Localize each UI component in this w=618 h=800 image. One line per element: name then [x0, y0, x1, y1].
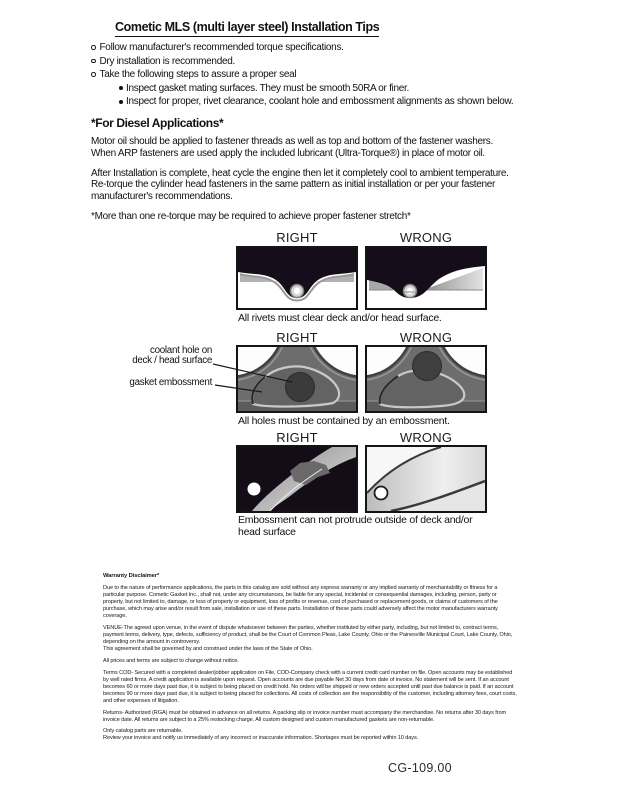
rivet-right-diagram: [236, 246, 358, 310]
diesel-section: [91, 116, 513, 231]
diesel-paragraph: Motor oil should be applied to fastener threads as well as top and bottom of the fastener washers. When ARP fasteners are used apply the included lubricant (Ultra-Torque®) in place of motor oil.: [91, 136, 493, 159]
diesel-paragraph: *More than one re-torque may be required to achieve proper fastener stretch*: [91, 210, 411, 222]
tip-text: Dry installation is recommended.: [99, 55, 235, 67]
wrong-label: WRONG: [399, 430, 453, 445]
warranty-disclaimer: [103, 573, 517, 747]
annotation-leader-lines: [208, 358, 300, 396]
disclaimer-paragraph: Returns- Authorized (RGA) must be obtained in advance on all returns. A packing slip or invoice number must accompany the merchandise. No returns after 30 days from invoice date. All returns are subject to a 25% restocking charge. All custom designed and custom manufactured gaskets are non-returnable.: [103, 709, 507, 723]
rivet-wrong-diagram: [365, 246, 487, 310]
tip-text: Take the following steps to assure a proper seal: [99, 69, 297, 81]
page-number: CG-109.00: [388, 761, 452, 775]
list-item: [91, 55, 531, 69]
disclaimer-paragraph: Only catalog parts are returnable. Review your invoice and notify us immediately of any incorrect or inaccurate information. Shortages must be reported within 10 days.: [103, 728, 419, 742]
dot-bullet-icon: [119, 86, 123, 90]
protrusion-right-illustration: [238, 447, 356, 511]
tip-text: Inspect for proper, rivet clearance, coolant hole and embossment alignments as shown below.: [126, 96, 514, 108]
coolant-hole-annotation: coolant hole on deck / head surface: [132, 345, 212, 367]
rivet-right-illustration: [238, 248, 356, 308]
figure-caption: All rivets must clear deck and/or head surface.: [238, 312, 442, 324]
protrusion-wrong-diagram: [365, 445, 487, 513]
list-item: [91, 68, 531, 82]
circle-bullet-icon: [91, 72, 96, 77]
embossment-wrong-diagram: [365, 345, 487, 413]
protrusion-wrong-illustration: [367, 447, 485, 511]
tip-text: Follow manufacturer's recommended torque specifications.: [99, 42, 344, 53]
figure-caption: All holes must be contained by an embossment.: [238, 415, 450, 427]
list-item: [91, 41, 531, 55]
dot-bullet-icon: [119, 100, 123, 104]
disclaimer-paragraph: Due to the nature of performance applications, the parts in this catalog are sold without any express warranty or any implied warranty of merchantability or fitness for a particular purpose. Cometic Gasket Inc., shall not, under any circumstances, be liable for any special, incidental or consequential damages, including, person, party or property, but not limited to, damage, or loss of property or equipment, loss of profits or revenue, cost of purchased or replacement goods, or claims of customers of the purchase, which may arise and/or result from sale, installation or use of these parts. Installation of these parts could adversely affect the motor manufacturers warranty coverage.: [103, 585, 498, 620]
disclaimer-paragraph: VENUE-The agreed upon venue, in the event of dispute whatsoever between the parties, whether instituted by either party, including, but not limited to, contract terms, payment terms, delivery, type, defects, sufficiency of product, shall be the Court of Common Pleas, Lake County, Ohio or the Painesville Municipal Court, Lake County, Ohio, depending on the amount in controversy. This agreement shall be governed by and construed under the laws of the State of Ohio.: [103, 625, 513, 653]
figure-caption: Embossment can not protrude outside of deck and/or head surface: [238, 514, 473, 538]
list-item: [119, 95, 531, 109]
page-title: Cometic MLS (multi layer steel) Installation Tips: [115, 20, 379, 37]
right-label: RIGHT: [276, 330, 318, 345]
wrong-label: WRONG: [399, 230, 453, 245]
right-label: RIGHT: [276, 230, 318, 245]
disclaimer-heading: Warranty Disclaimer*: [103, 573, 160, 579]
protrusion-right-diagram: [236, 445, 358, 513]
disclaimer-paragraph: All prices and terms are subject to change without notice.: [103, 657, 239, 664]
rivet-wrong-illustration: [367, 248, 485, 308]
embossment-wrong-illustration: [367, 347, 485, 411]
diesel-heading: *For Diesel Applications*: [91, 116, 224, 130]
list-item: [119, 82, 531, 96]
circle-bullet-icon: [91, 59, 96, 64]
right-label: RIGHT: [276, 430, 318, 445]
wrong-label: WRONG: [399, 330, 453, 345]
diesel-paragraph: After Installation is complete, heat cycle the engine then let it completely cool to ambient temperature. Re-torque the cylinder head fasteners in the same pattern as initial installation or per your fastener manufacturer's recommendations.: [91, 167, 509, 202]
disclaimer-paragraph: Terms COD- Secured with a completed dealer/jobber application on File, COD-Company check with a current credit card number on file. Open accounts may be established by well rated firms. A credit application is available upon request. Open accounts are due payable Net 30 days from date of invoice. No statement will be sent. If an account becomes 60 or more days past due, it is subject to being placed on credit hold. No orders will be shipped or new orders accepted until past due balance is paid. If an account becomes 90 or more days past due, it is subject to being placed for collections. All costs of collection are the responsibility of the customer, including attorney fees, court costs, and other expenses of litigation.: [103, 669, 517, 704]
tip-text: Inspect gasket mating surfaces. They must be smooth 50RA or finer.: [126, 82, 409, 94]
gasket-embossment-annotation: gasket embossment: [129, 377, 212, 388]
circle-bullet-icon: [91, 45, 96, 50]
installation-tips-list: [91, 41, 531, 109]
